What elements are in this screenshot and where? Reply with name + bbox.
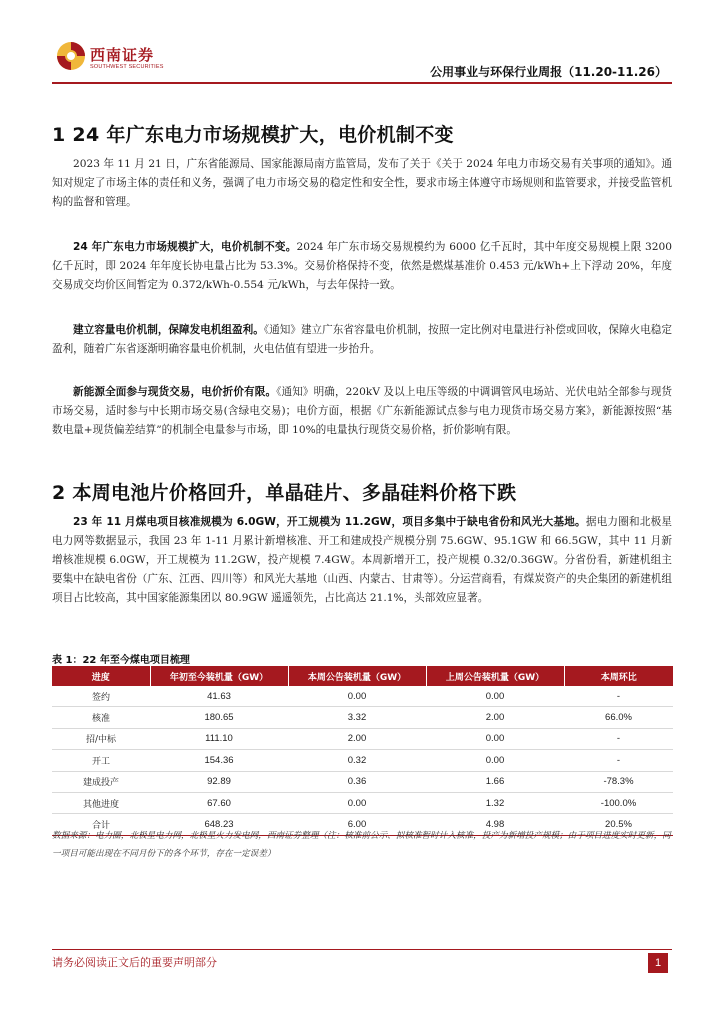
page-number: 1 [648,953,668,973]
table-cell: 1.66 [426,771,564,792]
table-cell: 0.36 [288,771,426,792]
coal-power-project-table [52,666,673,836]
section-1-paragraph-1 [52,155,672,212]
brand-logo-icon [56,41,86,71]
section-1-paragraph-3 [52,321,672,359]
table-cell: 合计 [52,814,150,835]
paragraph-lead: 建立容量电价机制，保障发电机组盈利。 [73,324,264,336]
table-cell: 开工 [52,750,150,771]
footer-disclaimer: 请务必阅读正文后的重要声明部分 [52,956,217,969]
table-cell: 4.98 [426,814,564,835]
table-cell: - [564,728,673,749]
table-cell: 648.23 [150,814,288,835]
paragraph-lead: 新能源全面参与现货交易，电价折价有限。 [73,386,277,398]
table-cell: 0.00 [288,686,426,707]
paragraph-text: 2024 年广东市场交易规模约为 6000 亿千瓦时，其中年度交易规模上限 3200 亿千瓦时，即 2024 年年度长协电量占比为 53.3%。交易价格保持不变，依然是燃煤基准价 0.453 元/kWh+上下浮动 20%，年度交易成交均价区间暂定为 0.372/kWh-0.554 元/kWh，与去年保持一致。 [52,241,672,291]
paragraph-text: 据电力圈和北极星电力网等数据显示，我国 23 年 1-11 月累计新增核准、开工和建成投产规模分别 75.6GW、95.1GW 和 66.5GW，其中 11 月新增核准规模 6.0GW，开工规模为 11.2GW，投产规模 7.4GW。本周新增开工，投产规模 0.32/0.36GW。分省份看，新建机组主要集中在缺电省份（广东、江西、四川等）和风光大基地（山西、内蒙古、甘肃等）。分运营商看，有煤炭资产的央企集团的新建机组项目占比较高，其中国家能源集团以 80.9GW 遥遥领先，占比高达 21.1%，头部效应显著。 [52,516,673,604]
table-cell: 154.36 [150,750,288,771]
footer-divider [52,949,672,950]
table-cell: 0.00 [426,686,564,707]
table-row [52,707,673,728]
table-cell: 67.60 [150,792,288,813]
table-cell: 1.32 [426,792,564,813]
table-cell: - [564,686,673,707]
table-cell: 0.00 [426,728,564,749]
table-cell: 签约 [52,686,150,707]
table-cell: 41.63 [150,686,288,707]
brand-name-en: SOUTHWEST SECURITIES [90,64,164,70]
table-cell: 6.00 [288,814,426,835]
table-cell: 核准 [52,707,150,728]
table-cell: 92.89 [150,771,288,792]
section-2-paragraph [52,513,672,608]
table-cell: 0.00 [426,750,564,771]
column-header: 年初至今装机量（GW） [150,666,288,686]
table-cell: 66.0% [564,707,673,728]
column-header: 上周公告装机量（GW） [426,666,564,686]
paragraph-text: 2023 年 11 月 21 日，广东省能源局、国家能源局南方监管局，发布了关于《关于 2024 年电力市场交易有关事项的通知》。通知对规定了市场主体的责任和义务，强调了电力市场交易的稳定性和安全性，要求市场主体遵守市场规则和监管要求，并接受监管机构的监督和管理。 [52,158,672,208]
paragraph-lead: 24 年广东电力市场规模扩大，电价机制不变。 [73,241,297,253]
table-row [52,771,673,792]
section-2-heading: 2 本周电池片价格回升，单晶硅片、多晶硅料价格下跌 [52,482,517,504]
table-header-row [52,666,673,686]
table-cell: 2.00 [426,707,564,728]
header-divider [52,82,672,84]
table-cell: -78.3% [564,771,673,792]
table-row [52,792,673,813]
table-cell: - [564,750,673,771]
table-title: 表 1：22 年至今煤电项目梳理 [52,655,190,666]
table-cell: 111.10 [150,728,288,749]
column-header: 进度 [52,666,150,686]
table-cell: 建成投产 [52,771,150,792]
section-1-heading: 1 24 年广东电力市场规模扩大，电价机制不变 [52,124,454,146]
section-1-paragraph-2 [52,238,672,295]
report-title: 公用事业与环保行业周报（11.20-11.26） [430,65,667,79]
table-cell: 180.65 [150,707,288,728]
table-cell: 0.00 [288,792,426,813]
table-row [52,750,673,771]
paragraph-text: 《通知》明确，220kV 及以上电压等级的中调调管风电场站、光伏电站全部参与现货市场交易，适时参与中长期市场交易(含绿电交易)；电价方面，根据《广东新能源试点参与电力现货市场交易方案》，新能源按照“基数电量+现货偏差结算”的机制全电量参与市场，即 10%的电量执行现货交易价格，折价影响有限。 [52,386,673,436]
table-cell: 0.32 [288,750,426,771]
table-cell: 其他进度 [52,792,150,813]
table-row [52,686,673,707]
paragraph-text: 《通知》建立广东省容量电价机制，按照一定比例对电量进行补偿或回收，保障火电稳定盈利，随着广东省逐渐明确容量电价机制，火电估值有望进一步抬升。 [52,324,673,355]
section-1-paragraph-4 [52,383,672,440]
column-header: 本周公告装机量（GW） [288,666,426,686]
table-cell: 招/中标 [52,728,150,749]
table-cell: 2.00 [288,728,426,749]
table-source-note: 数据来源：电力圈，北极星电力网，北极星火力发电网，西南证券整理（注：核准前公示、拟核准暂时计入核准，投产为新增投产规模；由于项目进度实时更新，同一项目可能出现在不同月份下的各个环节，存在一定误差） [52,831,671,859]
table-cell: 20.5% [564,814,673,835]
table-row [52,728,673,749]
brand-name-cn: 西南证券 [90,46,155,64]
column-header: 本周环比 [564,666,673,686]
table-cell: -100.0% [564,792,673,813]
paragraph-lead: 23 年 11 月煤电项目核准规模为 6.0GW，开工规模为 11.2GW，项目多集中于缺电省份和风光大基地。 [73,516,586,528]
table-cell: 3.32 [288,707,426,728]
